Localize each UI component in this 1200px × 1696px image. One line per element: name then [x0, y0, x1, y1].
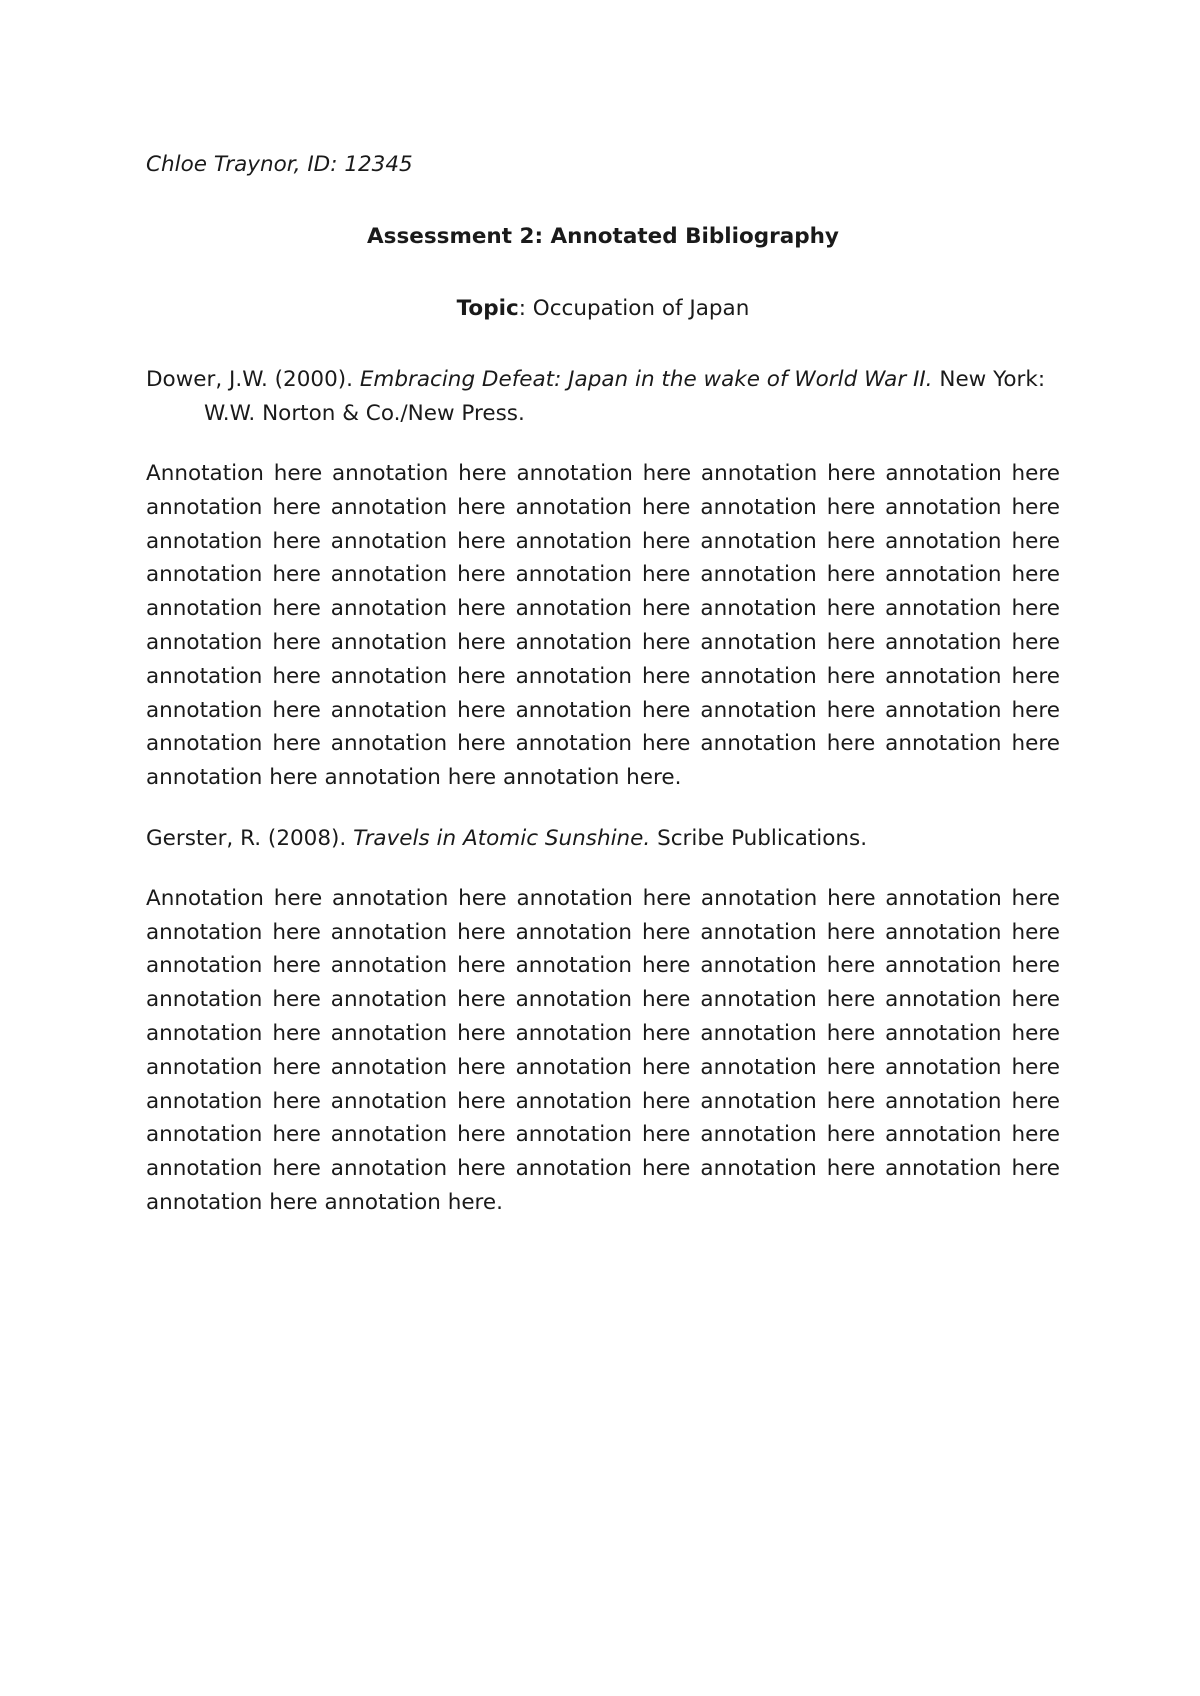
document-title: Assessment 2: Annotated Bibliography: [367, 223, 839, 249]
topic-line: [146, 292, 1060, 326]
citation-suffix: Scribe Publications.: [650, 825, 868, 851]
topic-label: Topic: [456, 295, 519, 321]
topic-value: Occupation of Japan: [532, 295, 750, 321]
annotation-dower: Annotation here annotation here annotation here annotation here annotation here annotation here annotation here annotation here annotation here annotation here annotation here annotation here annotation here annotation here annotation here annotation here annotation here annotation here annotation here annotation here annotation here annotation here annotation here annotation here annotation here annotation here annotation here annotation here annotation here annotation here annotation here annotation here annotation here annotation here annotation here annotation here annotation here annotation here annotation here annotation here annotation here annotation here annotation here annotation here annotation here annotation here annotation here annotation here.: [146, 460, 1060, 791]
citation-title: Embracing Defeat: Japan in the wake of World War II.: [359, 367, 933, 393]
annotation-gerster: Annotation here annotation here annotation here annotation here annotation here annotation here annotation here annotation here annotation here annotation here annotation here annotation here annotation here annotation here annotation here annotation here annotation here annotation here annotation here annotation here annotation here annotation here annotation here annotation here annotation here annotation here annotation here annotation here annotation here annotation here annotation here annotation here annotation here annotation here annotation here annotation here annotation here annotation here annotation here annotation here annotation here annotation here annotation here annotation here annotation here annotation here annotation here.: [146, 885, 1060, 1215]
citation-prefix: Gerster, R. (2008).: [146, 825, 354, 851]
citation-gerster: [146, 822, 1060, 856]
citation-dower: [146, 363, 1060, 431]
citation-prefix: Dower, J.W. (2000).: [146, 367, 360, 393]
citation-title: Travels in Atomic Sunshine.: [353, 825, 651, 851]
citation-suffix: New York: W.W. Norton & Co./New Press.: [204, 367, 1046, 427]
document-body: [146, 148, 1060, 1247]
topic-separator: :: [518, 295, 533, 321]
author-id-line: Chloe Traynor, ID: 12345: [146, 152, 413, 177]
